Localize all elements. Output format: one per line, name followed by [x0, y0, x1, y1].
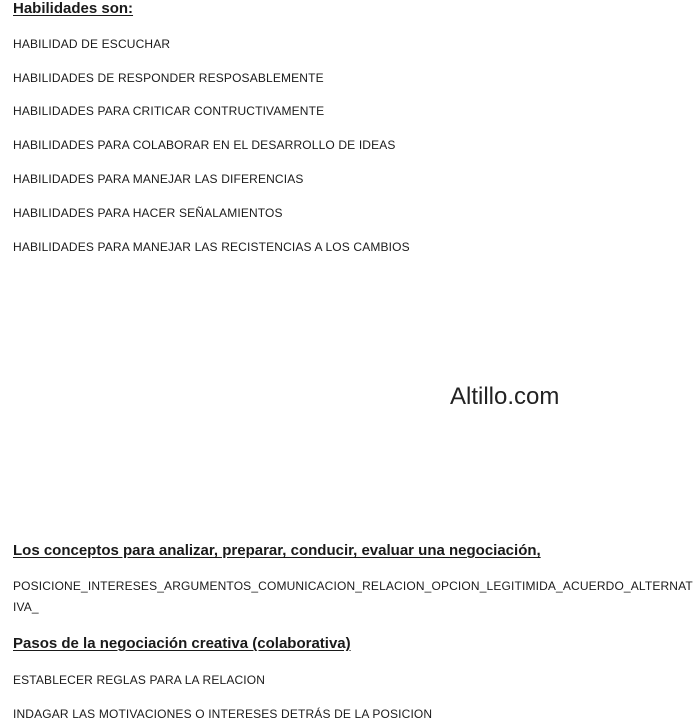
- list-item: HABILIDADES PARA HACER SEÑALAMIENTOS: [13, 206, 283, 220]
- section-heading-conceptos: Los conceptos para analizar, preparar, conducir, evaluar una negociación,: [13, 542, 541, 559]
- list-item: HABILIDAD DE ESCUCHAR: [13, 37, 171, 51]
- section-heading-habilidades: Habilidades son:: [13, 0, 134, 17]
- list-item: ESTABLECER REGLAS PARA LA RELACION: [13, 673, 266, 687]
- section-heading-pasos: Pasos de la negociación creativa (colaborativa): [13, 635, 351, 652]
- list-item: HABILIDADES PARA COLABORAR EN EL DESARROLLO DE IDEAS: [13, 138, 396, 152]
- concepts-paragraph: POSICIONE_INTERESES_ARGUMENTOS_COMUNICACION_RELACION_OPCION_LEGITIMIDA_ACUERDO_ALTERNATIVA_: [13, 579, 693, 614]
- list-item: HABILIDADES DE RESPONDER RESPOSABLEMENTE: [13, 71, 324, 85]
- list-item: HABILIDADES PARA MANEJAR LAS DIFERENCIAS: [13, 172, 304, 186]
- list-item: HABILIDADES PARA CRITICAR CONTRUCTIVAMENTE: [13, 104, 325, 118]
- list-item: INDAGAR LAS MOTIVACIONES O INTERESES DETRÁS DE LA POSICION: [13, 707, 433, 721]
- watermark: Altillo.com: [450, 383, 560, 410]
- list-item: HABILIDADES PARA MANEJAR LAS RECISTENCIAS A LOS CAMBIOS: [13, 240, 410, 254]
